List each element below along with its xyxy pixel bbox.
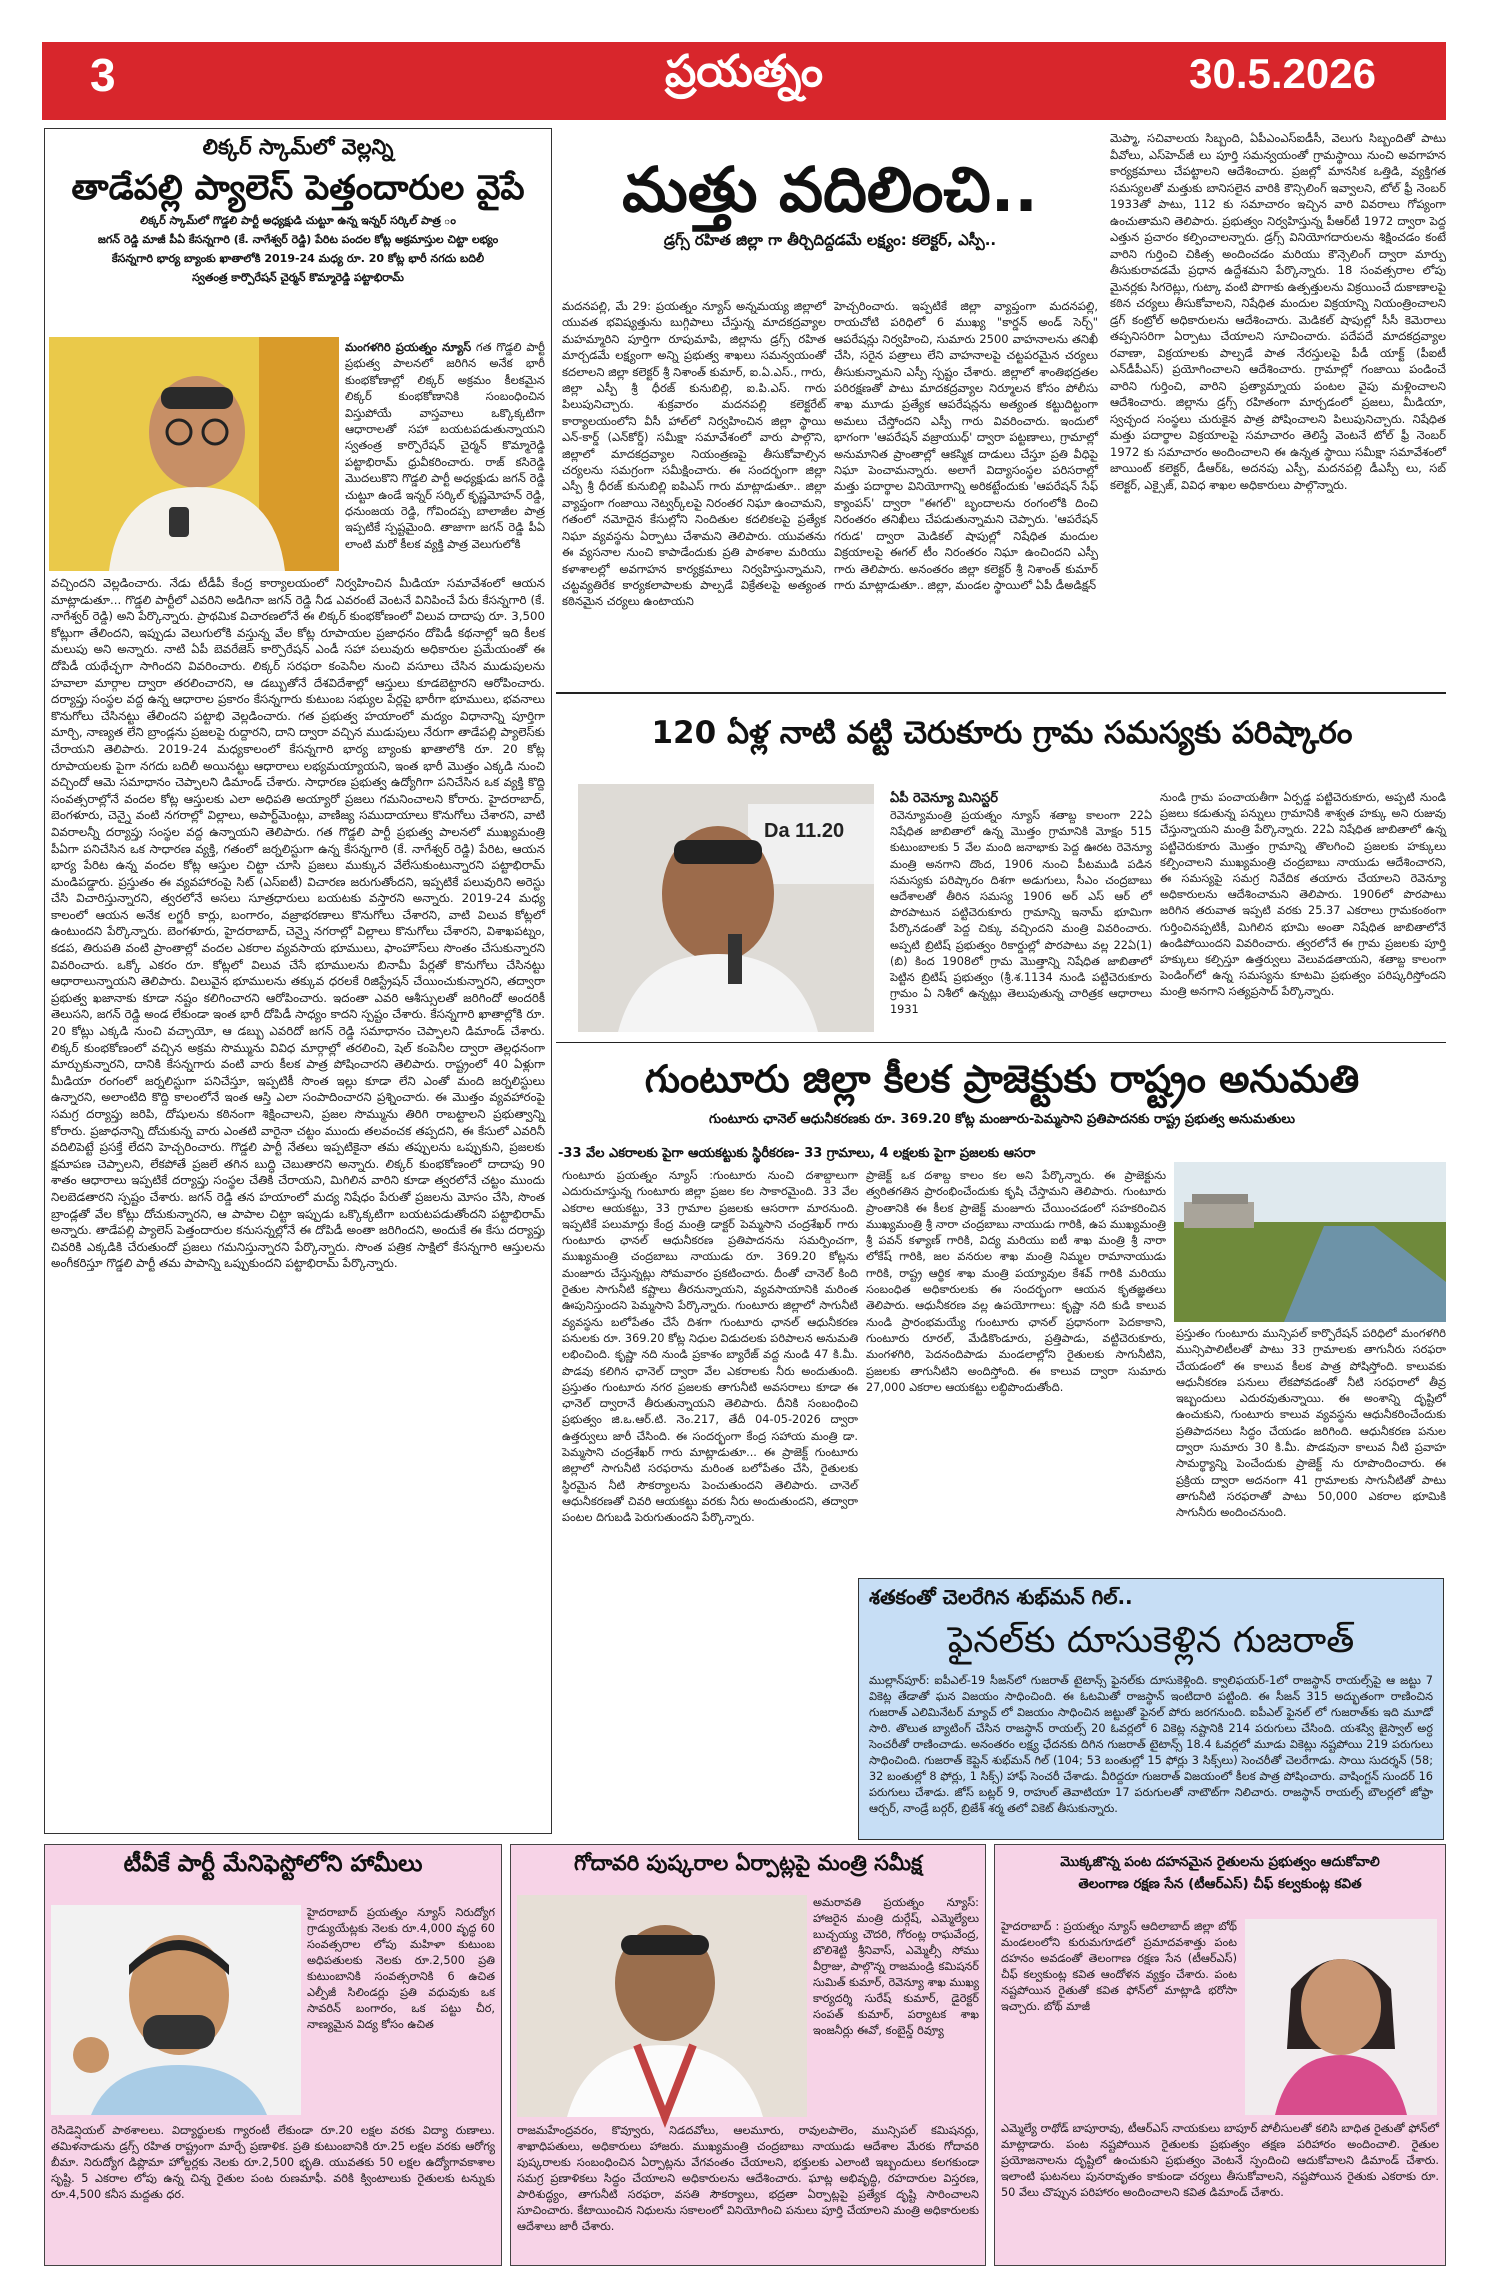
minister-photo (578, 784, 874, 1032)
guntur-sub: గుంటూరు ఛానెల్ ఆధునీకరణకు రూ. 369.20 కోట్ల మంజూరు-పెమ్మసాని ప్రతిపాదనకు రాష్ట్ర ప్రభుత్వ అనుమతులు (709, 1112, 1295, 1127)
drugs-col-3: మెప్మా, సచివాలయ సిబ్బంది, ఏపీఎంఎస్ఐడీసీ, వెలుగు సిబ్బందితో పాటు వీవోలు, ఎస్‌హెచ్‌జీ లు పూర్తి సమన్వయంతో గ్రామస్థాయి నుంచి అవగాహన కార్యక్రమాలు చేపట్టాలని ఆదేశించారు. ప్రజల్లో మానసిక ఒత్తిడి, వ్యక్తిగత సమస్యలతో మత్తుకు బానిసలైన వారికి కౌన్సిలింగ్ ఇవ్వాలని, టోల్ ఫ్రీ నెంబర్ 1933తో పాటు, 112 కు సమాచారం ఇచ్చిన వారి వివరాలు గోప్యంగా ఉంచుతామని తెలిపారు. ప్రభుత్వం నిర్వహిస్తున్న పీఆర్‌టీ 1972 ద్వారా పెద్ద ఎత్తున ప్రచారం కల్పించాలన్నారు. డ్రగ్స్ వినియోగదారులను శిక్షించడం కంటే వారిని గుర్తించి చికిత్స అందించడం మరియు కౌన్సెలింగ్ ద్వారా మార్పు తీసుకురావడమే ప్రధాన ఉద్దేశమని పేర్కొన్నారు. 18 సంవత్సరాల లోపు మైనర్లకు సిగరెట్లు, గుట్కా వంటి పొగాకు ఉత్పత్తులను విక్రయించే దుకాణాలపై కఠిన చర్యలు తీసుకోవాలని, నిషేధిత మందుల విక్రయాన్ని నియంత్రించాలని డ్రగ్ కంట్రోల్ అధికారులను ఆదేశించారు. మెడికల్ షాపుల్లో సీసీ కెమెరాలు తప్పనిసరిగా ఏర్పాటు చేయాలని సూచించారు. పదేపదే మాదకద్రవ్యాల రవాణా, విక్రయాలకు పాల్పడే పాత నేరస్తులపై పీడీ యాక్ట్ (పీఐటీ ఎన్‌డీపీఎస్) ప్రయోగించాలని ఆదేశించారు. గ్రామాల్లో గంజాయి పండించే వారిని గుర్తించి, వారిని ప్రత్యామ్నాయ పంటల వైపు మళ్లించాలని ఆదేశించారు. జిల్లాను డ్రగ్స్ రహితంగా మార్చడంలో ప్రజలు, మీడియా, స్వచ్ఛంద సంస్థలు చురుకైన పాత్ర పోషించాలని పిలుపునిచ్చారు. నిషేధిత మత్తు పదార్థాల విక్రయాలపై సమాచారం తెలిస్తే వెంటనే టోల్ ఫ్రీ నెంబర్ 1972 కు సమాచారం అందించాలని ఈ ఉన్నత స్థాయి సమీక్షా సమావేశంలో జాయింట్ కలెక్టర్, డీఆర్‌ఓ, అదనపు ఎస్పీ, మదనపల్లి డీఎస్పీ లు, సబ్ కలెక్టర్, ఎక్సైజ్, వివిధ శాఖల అధికారులు పాల్గొన్నారు. (1110, 131, 1450, 492)
liquor-body: వచ్చిందని వెల్లడించారు. నేడు టీడీపీ కేంద్ర కార్యాలయంలో నిర్వహించిన మీడియా సమావేశంలో ఆయన మాట్లాడుతూ... గొడ్డలి పార్టీలో ఎవరిని అడిగినా జగన్ రెడ్డి నీడ ఎవరంటే వెంటనే వినిపించే పేరు కేసన్నగారి (కే. నాగేశ్వర్ రెడ్డి) అని పేర్కొన్నారు. ప్రాథమిక విచారణలోనే ఈ లిక్కర్ కుంభకోణంలో విలువ దాదాపు రూ. 3,500 కోట్లుగా తేలిందని, ఇప్పుడు వెలుగులోకి వస్తున్న వేల కోట్ల రూపాయల ప్రజాధనం దోపిడీ కథనాల్లో ఇది కీలక మలుపు అని అన్నారు. నాటి ఏపీ బెవరేజెస్ కార్పొరేషన్ ఎండీ సహా పలువురు అధికారుల ప్రమేయంతో ఈ దోపిడీ యథేచ్ఛగా సాగిందని వివరించారు. లిక్కర్ సరఫరా కంపెనీల నుంచి వసూలు చేసిన ముడుపులను హవాలా మార్గాల ద్వారా తరలించారని, ఆ డబ్బుతోనే దేశవిదేశాల్లో ఆస్తులు కూడబెట్టారని ఆరోపించారు. దర్యాప్తు సంస్థల వద్ద ఉన్న ఆధారాల ప్రకారం కేసన్నగారు కుటుంబ సభ్యుల పేర్లపై భారీగా భూములు, భవనాలు కొనుగోలు చేసినట్టు తేలిందని పట్టాభి వెల్లడించారు. గత ప్రభుత్వ హయాంలో మద్యం విధానాన్ని పూర్తిగా మార్చి, నాణ్యత లేని బ్రాండ్లను ప్రజలపై రుద్దారని, దాని ద్వారా వచ్చిన ముడుపులు నేరుగా తాడేపల్లి ప్యాలెస్‌కు చేరాయని తెలిపారు. 2019-24 మధ్యకాలంలో కేసన్నగారి భార్య బ్యాంకు ఖాతాలోకి రూ. 20 కోట్ల రూపాయలకు పైగా నగదు బదిలీ అయినట్టు ఆధారాలు లభ్యమయ్యాయని, ఇంత భారీ మొత్తం ఎక్కడి నుంచి వచ్చిందో ఆమె సమాధానం చెప్పాలని డిమాండ్ చేశారు. సాధారణ ప్రభుత్వ ఉద్యోగిగా పనిచేసిన ఒక వ్యక్తి కొద్ది సంవత్సరాల్లోనే వందల కోట్ల ఆస్తులకు ఎలా అధిపతి అయ్యారో ప్రజలు గమనించాలని కోరారు. హైదరాబాద్, బెంగళూరు, చెన్నై వంటి నగరాల్లో విల్లాలు, అపార్ట్‌మెంట్లు, వాణిజ్య సముదాయాలు కొనుగోలు చేశారని, వాటి వివరాలన్నీ దర్యాప్తు సంస్థల వద్ద ఉన్నాయని తెలిపారు. గత గొడ్డలి పార్టీ ప్రభుత్వ పాలనలో ముఖ్యమంత్రి పీఏగా పనిచేసిన ఒక సాధారణ వ్యక్తి, గతంలో జర్నలిస్టుగా ఉన్న కేసన్నగారి (కే. నాగేశ్వర్ రెడ్డి) పేరిట, ఆయన భార్య పేరిట ఉన్న వందల కోట్ల ఆస్తుల చిట్టా చూసి ప్రజలు ముక్కున వేలేసుకుంటున్నారని పట్టాభిరామ్ మండిపడ్డారు. ప్రస్తుతం ఈ వ్యవహారంపై సిట్ (ఎస్ఐటీ) విచారణ జరుగుతోందని, ఇప్పటికే పలువురిని అరెస్టు చేసి విచారిస్తున్నారని, త్వరలోనే అసలు సూత్రధారులు బయటకు వస్తారని అన్నారు. 2019-24 మధ్య కాలంలో ఆయన అనేక లగ్జరీ కార్లు, బంగారం, వజ్రాభరణాలు కొనుగోలు చేశారని, వాటి విలువ కోట్లలో ఉంటుందని పేర్కొన్నారు. బెంగళూరు, హైదరాబాద్, చెన్నై నగరాల్లో విల్లాలు కొనుగోలు చేశారని, విశాఖపట్నం, కడప, తిరుపతి వంటి ప్రాంతాల్లో వందల ఎకరాల వ్యవసాయ భూములు, ఫాంహౌస్‌లు సొంతం చేసుకున్నారని వివరించారు. ఒక్కో ఎకరం రూ. కోట్లలో విలువ చేసే భూములను బినామీ పేర్లతో కొనుగోలు చేసినట్టు ఆధారాలున్నాయని తెలిపారు. విలువైన భూములను తక్కువ ధరలకే రిజిస్ట్రేషన్ చేయించుకున్నారని, తద్వారా ప్రభుత్వ ఖజానాకు కూడా నష్టం కలిగించారని ఆరోపించారు. ఇదంతా ఎవరి ఆశీస్సులతో జరిగిందో అందరికీ తెలుసని, జగన్ రెడ్డి అండ లేకుండా ఇంత భారీ దోపిడీ సాధ్యం కాదని స్పష్టం చేశారు. కేసన్నగారి ఖాతాల్లోకి రూ. 20 కోట్లు ఎక్కడి నుంచి వచ్చాయో, ఆ డబ్బు ఎవరిదో జగన్ రెడ్డి సమాధానం చెప్పాలని డిమాండ్ చేశారు. లిక్కర్ కుంభకోణంలో వచ్చిన అక్రమ సొమ్మును వివిధ మార్గాల్లో తరలించి, షెల్ కంపెనీల ద్వారా తెల్లధనంగా మార్చుకున్నారని, దానికి కేసన్నగారు వంటి వారు కీలక పాత్ర పోషించారని తెలిపారు. రాష్ట్రంలో 40 ఏళ్లుగా మీడియా రంగంలో జర్నలిస్టుగా పనిచేస్తూ, ఇప్పటికీ సొంత ఇల్లు కూడా లేని ఎంతో మంది జర్నలిస్టులు ఉన్నారని, అలాంటిది కొద్ది కాలంలోనే ఇంత ఆస్తి ఎలా సంపాదించారని ప్రశ్నించారు. ఈ మొత్తం వ్యవహారంపై సమగ్ర దర్యాప్తు జరిపి, దోషులను కఠినంగా శిక్షించాలని, ప్రజల సొమ్మును తిరిగి రాబట్టాలని ప్రభుత్వాన్ని కోరారు. ప్రజాధనాన్ని దోచుకున్న వారు ఎంతటి వారైనా చట్టం ముందు తలవంచక తప్పదని, ఈ కేసులో ఎవరినీ వదిలిపెట్టే ప్రసక్తే లేదని హెచ్చరించారు. గొడ్డలి పార్టీ నేతలు ఇప్పటికైనా తమ తప్పులను ఒప్పుకుని, ప్రజలకు క్షమాపణ చెప్పాలని, లేకపోతే ప్రజలే తగిన బుద్ధి చెబుతారని అన్నారు. లిక్కర్ కుంభకోణంలో దాదాపు 90 శాతం ఆధారాలు ఇప్పటికే దర్యాప్తు సంస్థల చేతికి చేరాయని, మిగిలిన వారిని కూడా త్వరలోనే చట్టం ముందు నిలబెడతారని స్పష్టం చేశారు. జగన్ రెడ్డి తన హయాంలో మద్య నిషేధం పేరుతో ప్రజలను మోసం చేసి, సొంత బ్రాండ్లతో వేల కోట్లు దోచుకున్నారని, ఆ పాపాల చిట్టా ఇప్పుడు ఒక్కొక్కటిగా బయటపడుతోందని పట్టాభిరామ్ అన్నారు. తాడేపల్లి ప్యాలెస్ పెత్తందారుల కనుసన్నల్లోనే ఈ దోపిడీ అంతా జరిగిందని, అందుకే ఈ కేసు దర్యాప్తు చివరికి ఎక్కడికి చేరుతుందో ప్రజలు గమనిస్తున్నారని పేర్కొన్నారు. సొంత పత్రిక సాక్షిలో కేసన్నగారి ఆస్తులను అంగీకరిస్తూ గొడ్డలి పార్టీ తమ పాపాన్ని ఒప్పుకుందని పట్టాభిరామ్ పేర్కొన్నారు. (51, 576, 549, 1271)
kavitha-body: ఎమ్మెల్యే రాథోడ్ బాపూరావు, టీఆర్ఎస్ నాయకులు బాపూర్ పోలీసులతో కలిసి బాధిత రైతుతో ఫోన్‌లో మాట్లాడారు. పంట నష్టపోయిన రైతులకు ప్రభుత్వం తక్షణ పరిహారం అందించాలి. రైతుల ప్రయోజనాలను దృష్టిలో ఉంచుకుని ప్రభుత్వం వెంటనే స్పందించి ఆదుకోవాలని డిమాండ్ చేశారు. ఇలాంటి ఘటనలు పునరావృతం కాకుండా చర్యలు తీసుకోవాలని, నష్టపోయిన రైతుకు ఎకరాకు రూ. 50 వేలు చొప్పున పరిహారం అందించాలని కవిత డిమాండ్ చేశారు. (1001, 2122, 1443, 2199)
tvk-body-right: హైదరాబాద్ ప్రయత్నం న్యూస్ నిరుద్యోగ గ్రాడ్యుయేట్లకు నెలకు రూ.4,000 వృద్ధ 60 సంవత్సరాల లోపు మహిళా కుటుంబ అధిపతులకు నెలకు రూ.2,500 ప్రతి కుటుంబానికి సంవత్సరానికి 6 ఉచిత ఎల్పీజీ సిలిండర్లు ప్రతి వధువుకు ఒక సావరిన్ బంగారం, ఒక పట్టు చీర, నాణ్యమైన విద్య కోసం ఉచిత (307, 1906, 499, 2031)
vijay-illustration (51, 1905, 301, 2115)
liquor-sub-2: జగన్ రెడ్డి మాజీ పీఏ కేసన్నగారి (కే. నాగేశ్వర్ రెడ్డి) పేరిట పందల కోట్ల అక్రమాస్తుల చిట్టా లభ్యం (97, 233, 499, 246)
speaker-illustration (49, 337, 339, 571)
guntur-col-2: ప్రాజెక్ట్ ఒక దశాబ్ద కాలం కల అని పేర్కొన్నారు. ఈ ప్రాజెక్టును త్వరితగతిన ప్రారంభించేందుకు కృషి చేస్తామని తెలిపారు. గుంటూరు ప్రాంతానికి ఈ కీలక ప్రాజెక్ట్ మంజూరు చేయించడంలో సహకరించిన ముఖ్యమంత్రి శ్రీ నారా చంద్రబాబు నాయుడు గారికి, ఉప ముఖ్యమంత్రి శ్రీ పవన్ కళ్యాణ్ గారికి, విద్య మరియు ఐటీ శాఖ మంత్రి శ్రీ నారా లోకేష్ గారికి, జల వనరుల శాఖ మంత్రి నిమ్మల రామానాయుడు గారికి, రాష్ట్ర ఆర్థిక శాఖ మంత్రి పయ్యావుల కేశవ్ గారికి మరియు సంబంధిత అధికారులకు ఈ సందర్భంగా ఆయన కృతజ్ఞతలు తెలిపారు. ఆధునీకరణ వల్ల ఉపయోగాలు: కృష్ణా నది కుడి కాలువ నుండి ప్రారంభమయ్యే గుంటూరు ఛానల్ ప్రధానంగా పెదకాకాని, గుంటూరు రూరల్, మేడికొండూరు, ప్రత్తిపాడు, వట్టిచెరుకూరు, మంగళగిరి, పెదనందిపాడు మండలాల్లోని రైతులకు సాగునీటిని, ప్రజలకు తాగునీటిని అందిస్తోంది. ఈ కాలువ ద్వారా సుమారు 27,000 ఎకరాల ఆయకట్టు లబ్ధిపొందుతోంది. (866, 1169, 1170, 1394)
minister-durgesh-photo (517, 1895, 807, 2117)
cricket-article (858, 1578, 1444, 1840)
tvk-headline: టీవీకే పార్టీ మేనిఫెస్టోలోని హామీలు (123, 1851, 423, 1877)
liquor-body-right: గత గొడ్డలి పార్టీ ప్రభుత్వ పాలనలో జరిగిన అనేక భారీ కుంభకోణాల్లో లిక్కర్ అక్రమం కీలకమైన లిక్కర్ కుంభకోణానికి సంబంధించిన విస్తుపోయే వాస్తవాలు ఒక్కొక్కటిగా ఆధారాలతో సహా బయటపడుతున్నాయని స్వతంత్ర కార్పొరేషన్ చైర్మన్ కొమ్మారెడ్డి పట్టాభిరామ్ ధ్రువీకరించారు. రాజ్ కసిరెడ్డి మొదలుకొని గొడ్డలి పార్టీ అధ్యక్షుడు జగన్ రెడ్డి చుట్టూ ఉండే ఇన్నర్ సర్కిల్ కృష్ణమోహన్ రెడ్డి, ధనుంజయ రెడ్డి, గోవిందప్ప బాలాజీల పాత్ర ఇప్పటికే స్పష్టమైంది. తాజాగా జగన్ రెడ్డి పీఏ లాంటి మరో కీలక వ్యక్తి పాత్ర వెలుగులోకి (345, 340, 549, 551)
liquor-sub-3: కేసన్నగారి భార్య బ్యాంకు ఖాతాలోకి 2019-24 మధ్య రూ. 20 కోట్ల భారీ నగదు బదిలీ (111, 252, 485, 265)
chirukuru-col-1: రెవెన్యూమంత్రి ప్రయత్నం న్యూస్ శతాబ్ద కాలంగా 22ఏ నిషేధిత జాబితాలో ఉన్న మొత్తం గ్రామానికి మోక్షం 515 కుటుంబాలకు 5 వేల మంది జనాభాకు పెద్ద ఊరట రెవెన్యూ మంత్రి అనగాని దొంద, 1906 నుంచి పీటముడి పడిన సమస్యకు పరిష్కారం దిశగా అడుగులు, సీఎం చంద్రబాబు ఆదేశాలతో తీరిన సమస్య 1906 అర్ ఎస్ ఆర్ లో పొరపాటున పట్టిచెరుకూరు గ్రామాన్ని ఇనామ్ భూమిగా పేర్కొనడంతో పెద్ద చిక్కు వచ్చిందని మంత్రి వివరించారు. అప్పటి బ్రిటిష్ ప్రభుత్వం రికార్డుల్లో పొరపాటు వల్ల 22ఏ(1)(బి) కింద 1908లో గ్రామ మొత్తాన్ని నిషేధిత జాబితాలో పెట్టిన బ్రిటిష్ ప్రభుత్వం (శ్రీ.శ.1134 నుండి పట్టిచెరుకూరు గ్రామం ఏ నిశీలో ఉన్నట్లు తెలుపుతున్న చారిత్రక ఆధారాలు 1931 (890, 809, 1156, 1017)
liquor-article (44, 128, 552, 1834)
tvk-article (44, 1844, 502, 2266)
vijay-photo (51, 1905, 301, 2115)
cricket-body: ముల్లాన్‌పూర్: ఐపీఎల్-19 సీజన్‌లో గుజరాత్ టైటాన్స్ ఫైనల్‌కు దూసుకెళ్లింది. క్వాలిఫయర్-1లో రాజస్థాన్ రాయల్స్‌పై ఆ జట్టు 7 వికెట్ల తేడాతో ఘన విజయం సాధించింది. ఈ ఓటమితో రాజస్థాన్ ఇంటిదారి పట్టింది. ఈ సీజన్ 315 అద్భుతంగా రాణించిన గుజరాత్ ఎలిమినేటర్ మ్యాచ్ లో విజయం సాధించిన జట్టుతో ఫైనల్ పోరు జరగనుంది. ఐపీఎల్ ఫైనల్ లో గుజరాత్‌కు ఇది మూడో సారి. తొలుత బ్యాటింగ్ చేసిన రాజస్థాన్ రాయల్స్ 20 ఓవర్లలో 6 వికెట్ల నష్టానికి 214 పరుగులు చేసింది. యశస్వి జైస్వాల్ అర్ధ సెంచరీతో రాణించాడు. అనంతరం లక్ష్య ఛేదనకు దిగిన గుజరాత్ టైటాన్స్ 18.4 ఓవర్లలో మూడు వికెట్లు నష్టపోయి 219 పరుగులు సాధించింది. గుజరాత్ కెప్టెన్ శుభ్‌మన్ గిల్ (104; 53 బంతుల్లో 15 ఫోర్లు 3 సిక్స్‌లు) సెంచరీతో చెలరేగాడు. సాయి సుదర్శన్ (58; 32 బంతుల్లో 8 ఫోర్లు, 1 సిక్స్) హాఫ్ సెంచరీ చేశాడు. వీరిద్దరూ గుజరాత్ విజయంలో కీలక పాత్ర పోషించారు. వాషింగ్టన్ సుందర్ 16 పరుగులు చేశాడు. జోస్ బట్లర్ 9, రాహుల్ తెవాటియా 17 పరుగులతో నాటౌట్‌గా నిలిచారు. రాజస్థాన్ రాయల్స్ బౌలర్లలో జోఫ్రా ఆర్చర్, నాండ్రే బర్గర్, బ్రిజేశ్ శర్మ తలో వికెట్ తీసుకున్నారు. (869, 1674, 1437, 1815)
godavari-headline: గోదావరి పుష్కరాల ఏర్పాట్లపై మంత్రి సమీక్ష (573, 1851, 923, 1875)
tvk-body: రెసిడెన్షియల్ పాఠశాలలు. విద్యార్థులకు గ్యారంటీ లేకుండా రూ.20 లక్షల వరకు విద్యా రుణాలు. తమిళనాడును డ్రగ్స్ రహిత రాష్ట్రంగా మార్చే ప్రణాళిక. ప్రతి కుటుంబానికి రూ.25 లక్షల వరకు ఆరోగ్య బీమా. నిరుద్యోగ డిప్లొమా హోల్డర్లకు నెలకు రూ.2,500 భృతి. యువతకు 50 లక్షల ఉద్యోగావకాశాల సృష్టి. 5 ఎకరాల లోపు ఉన్న చిన్న రైతుల పంట రుణమాఫీ. వరికి క్వింటాలుకు రైతులకు టన్నుకు రూ.4,500 కనీస మద్దతు ధర. (51, 2124, 499, 2201)
divider (556, 692, 1446, 694)
drugs-headline: మత్తు వదిలించి.. (622, 153, 1038, 226)
guntur-col-3: ప్రస్తుతం గుంటూరు మున్సిపల్ కార్పొరేషన్ పరిధిలో మంగళగిరి మున్సిపాలిటీలతో పాటు 33 గ్రామాలకు తాగునీరు సరఫరా చేయడంలో ఈ కాలువ కీలక పాత్ర పోషిస్తోంది. కాలువకు ఆధునీకరణ పనులు లేకపోవడంతో నీటి సరఫరాలో తీవ్ర ఇబ్బందులు ఎదురవుతున్నాయి. ఈ అంశాన్ని దృష్టిలో ఉంచుకుని, గుంటూరు కాలువ వ్యవస్థను ఆధునీకరించేందుకు ప్రతిపాదనలు సిద్ధం చేయడం జరిగింది. ఆధునీకరణ పనుల ద్వారా సుమారు 30 కి.మీ. పొడవునా కాలువ నీటి ప్రవాహ సామర్థ్యాన్ని పెంచేందుకు ప్రాజెక్ట్ ను రూపొందించారు. ఈ ప్రక్రియ ద్వారా అదనంగా 41 గ్రామాలకు సాగునీటితో పాటు తాగునీటి సరఫరాతో పాటు 50,000 ఎకరాల భూమికి సాగునీరు అందించనుంది. (1176, 1327, 1450, 1520)
drugs-col-1: మదనపల్లి, మే 29: ప్రయత్నం న్యూస్ అన్నమయ్య జిల్లాలో యువత భవిష్యత్తును బుగ్గిపాలు చేస్తున్న మాదకద్రవ్యాల మహమ్మారిని పూర్తిగా రూపుమాపి, జిల్లాను డ్రగ్స్ రహిత మార్చడమే లక్ష్యంగా అన్ని ప్రభుత్వ శాఖలు సమన్వయంతో కదలాలని జిల్లా కలెక్టర్ శ్రీ నిశాంత్ కుమార్, ఐ.ఏ.ఎస్., గారు, జిల్లా ఎస్పీ శ్రీ ధీరజ్ కునుబిల్లి, ఐ.పి.ఎస్. గారు పిలుపునిచ్చారు. శుక్రవారం మదనపల్లి కలెక్టరేట్ కార్యాలయంలోని వీసీ హాల్‌లో నిర్వహించిన జిల్లా స్థాయి ఎన్‌-కార్డ్ (ఎన్‌కోర్డ్) సమీక్షా సమావేశంలో వారు పాల్గొని, జిల్లాలో మాదకద్రవ్యాల నియంత్రణపై తీసుకోవాల్సిన చర్యలను సమగ్రంగా సమీక్షించారు. ఈ సందర్భంగా జిల్లా ఎస్పీ శ్రీ ధీరజ్ కునుబిల్లి ఐపిఎస్ గారు మాట్లాడుతూ.. జిల్లా వ్యాప్తంగా గంజాయి నెట్వర్క్‌లపై నిరంతర నిఘా ఉంచామని, గతంలో నమోదైన కేసుల్లోని నిందితుల కదలికలపై ప్రత్యేక నిఘా వ్యవస్థను ఏర్పాటు చేశామని తెలిపారు. యువతను ఈ వ్యసనాల నుంచి కాపాడేందుకు ప్రతి పాఠశాల మరియు కళాశాలల్లో అవగాహన కార్యక్రమాలు నిర్వహిస్తున్నామని, చట్టవ్యతిరేక కార్యకలాపాలకు పాల్పడే విక్రేతలపై అత్యంత కఠినమైన చర్యలు ఉంటాయని (562, 299, 830, 609)
guntur-col-1: గుంటూరు ప్రయత్నం న్యూస్ :గుంటూరు నుంచి దశాబ్దాలుగా ఎదురుచూస్తున్న గుంటూరు జిల్లా ప్రజల కల సాకారమైంది. 33 వేల ఎకరాల ఆయకట్టు, 33 గ్రామాల ప్రజలకు ఆసరాగా మారనుంది. ఇప్పటికే పలుమార్లు కేంద్ర మంత్రి డాక్టర్ పెమ్మసాని చంద్రశేఖర్ గారు గుంటూరు ఛానల్ ఆధునీకరణ ప్రతిపాదనను సమర్పించగా, ముఖ్యమంత్రి చంద్రబాబు నాయుడు రూ. 369.20 కోట్లను మంజూరు చేస్తున్నట్లు సోమవారం ప్రకటించారు. దీంతో చానెల్ కింది రైతుల సాగునీటి కష్టాలు తీరనున్నాయని, వ్యవసాయానికి మరింత ఊపునిస్తుందని పెమ్మసాని పేర్కొన్నారు. గుంటూరు జిల్లాలో సాగునీటి వ్యవస్థను బలోపేతం చేసే దిశగా గుంటూరు ఛానల్ ఆధునీకరణ పనులకు రూ. 369.20 కోట్ల నిధుల విడుదలకు పరిపాలన అనుమతి లభించింది. కృష్ణా నది నుండి ప్రకాశం బ్యారేజ్ వద్ద నుండి 47 కి.మీ. పొడవు కలిగిన ఛానెల్ ద్వారా వేల ఎకరాలకు నీరు అందుతుంది. ప్రస్తుతం గుంటూరు నగర ప్రజలకు తాగునీటి అవసరాలు కూడా ఈ ఛానెల్ ద్వారానే తీరుతున్నాయని తెలిపారు. దీనికి సంబంధించి ప్రభుత్వం జి.ఒ.ఆర్.టి. నెం.217, తేదీ 04-05-2026 ద్వారా ఉత్తర్వులు జారీ చేసింది. ఈ సందర్భంగా కేంద్ర సహాయ మంత్రి డా. పెమ్మసాని చంద్రశేఖర్ గారు మాట్లాడుతూ... ఈ ప్రాజెక్ట్ గుంటూరు జిల్లాలో సాగునీటి సరఫరాను మరింత బలోపేతం చేసి, రైతులకు స్థిరమైన నీటి సౌకర్యాలను పెంచుతుందని తెలిపారు. చానెల్ ఆధునీకరణతో చివరి ఆయకట్టు వరకు నీరు అందుతుందని, తద్వారా పంటల దిగుబడి పెరుగుతుందని పేర్కొన్నారు. (562, 1169, 862, 1525)
photo-banner-text: Da 11.20 (764, 820, 845, 842)
kavitha-headline-1: మొక్కజొన్న పంట దహనమైన రైతులను ప్రభుత్వం ఆదుకోవాలి (1060, 1854, 1380, 1870)
kavitha-headline-2: తెలంగాణ రక్షణ సేన (టీఆర్ఎస్) చీఫ్ కల్వకుంట్ల కవిత (1078, 1876, 1362, 1892)
guntur-headline: గుంటూరు జిల్లా కీలక ప్రాజెక్టుకు రాష్ట్రం అనుమతి (644, 1057, 1360, 1101)
liquor-byline: మంగళగిరి ప్రయత్నం న్యూస్ (345, 340, 472, 354)
drugs-col-2: హెచ్చరించారు. ఇప్పటికే జిల్లా వ్యాప్తంగా మదనపల్లి, రాయచోటి పరిధిలో 6 ముఖ్య "కార్డన్ అండ్ సెర్చ్" ఆపరేషన్లు నిర్వహించి, సుమారు 2500 వాహనాలను తనిఖీ చేసి, సరైన పత్రాలు లేని వాహనాలపై చట్టపరమైన చర్యలు తీసుకున్నామని ఎస్పీ స్పష్టం చేశారు. జిల్లాలో శాంతిభద్రతల పరిరక్షణతో పాటు మాదకద్రవ్యాల నిర్మూలన కోసం పోలీసు శాఖ మూడు ప్రత్యేక ఆపరేషన్లను అత్యంత కట్టుదిట్టంగా అమలు చేస్తోందని ఎస్పీ గారు వివరించారు. ఇందులో భాగంగా 'ఆపరేషన్ వజ్రాయుధ్' ద్వారా పట్టణాలు, గ్రామాల్లో అనుమానిత ప్రాంతాల్లో ఆకస్మిక దాడులు చేస్తూ ప్రతి వీధిపై నిఘా పెంచామన్నారు. అలాగే విద్యాసంస్థల పరిసరాల్లో మత్తు పదార్థాల వినియోగాన్ని అరికట్టేందుకు 'ఆపరేషన్ సేఫ్ క్యాంపస్' ద్వారా "ఈగల్" బృందాలను రంగంలోకి దించి నిరంతరం తనిఖీలు చేపడుతున్నామని చెప్పారు. 'ఆపరేషన్ గరుడ' ద్వారా మెడికల్ షాపుల్లో నిషేధిత మందుల విక్రయాలపై ఈగల్ టీం నిరంతరం నిఘా ఉంచిందని ఎస్పీ గారు తెలిపారు. అనంతరం జిల్లా కలెక్టర్ శ్రీ నిశాంత్ కుమార్ గారు మాట్లాడుతూ.. జిల్లా, మండల స్థాయిలో ఏపీ డీఅడిక్షన్ (834, 299, 1102, 592)
masthead (42, 42, 1446, 120)
minister-durgesh-illustration (517, 1895, 807, 2117)
canal-photo (1174, 1162, 1446, 1322)
kavitha-photo (1245, 1919, 1437, 2115)
godavari-body: రాజమహేంద్రవరం, కొవ్వూరు, నిడదవోలు, ఆలమూరు, రావులపాలెం, మున్సిపల్ కమిషనర్లు, శాఖాధిపతులు, అధికారులు హాజరు. ముఖ్యమంత్రి చంద్రబాబు నాయుడు ఆదేశాల మేరకు గోదావరి పుష్కరాలకు సంబంధించిన ఏర్పాట్లను వేగవంతం చేయాలని, భక్తులకు ఎలాంటి ఇబ్బందులు కలగకుండా సమగ్ర ప్రణాళికలు సిద్ధం చేయాలని అధికారులను ఆదేశించారు. ఘాట్ల అభివృద్ధి, రహదారుల విస్తరణ, పారిశుద్ధ్యం, తాగునీటి సరఫరా, వసతి సౌకర్యాలు, భద్రతా ఏర్పాట్లపై ప్రత్యేక దృష్టి సారించాలని సూచించారు. కేటాయించిన నిధులను సకాలంలో వినియోగించి పనులు పూర్తి చేయాలని మంత్రి అధికారులకు ఆదేశాలు జారీ చేశారు. (517, 2124, 983, 2233)
newspaper-title: ప్రయత్నం (664, 46, 824, 97)
godavari-body-right: అమరావతి ప్రయత్నం న్యూస్: హాజరైన మంత్రి దుర్గేష్, ఎమ్మెల్యేలు బుచ్చయ్య చౌదరి, గోరంట్ల రాఘవేంద్ర, బొలిశెట్టి శ్రీనివాస్, ఎమ్మెల్సీ సోము వీర్రాజు, పాల్గొన్న రాజమండ్రి కమిషనర్ సుమిత్ కుమార్, రెవెన్యూ శాఖ ముఖ్య కార్యదర్శి సురేష్ కుమార్, డైరెక్టర్ సంపత్ కుమార్, పర్యాటక శాఖ ఇంజనీర్లు ఈవో, కంబైన్డ్ రివ్యూ (813, 1896, 983, 2037)
kavitha-article (994, 1844, 1446, 2266)
godavari-article (510, 1844, 986, 2266)
drugs-sub: డ్రగ్స్ రహిత జిల్లా గా తీర్చిదిద్దడమే లక్ష్యం: కలెక్టర్, ఎస్పీ.. (663, 231, 997, 249)
kavitha-illustration (1245, 1919, 1437, 2115)
chirukuru-col-2: నుండి గ్రామ పంచాయతీగా ఏర్పడ్డ పట్టిచెరుకూరు, అప్పటి నుండి ప్రజలు కడుతున్న పన్నులు గ్రామానికి శాశ్వత హక్కు అని రుజువు చేస్తున్నాయని మంత్రి పేర్కొన్నారు. 22ఏ నిషేధిత జాబితాలో ఉన్న పట్టిచెరుకూరు మొత్తం గ్రామాన్ని తొలగించి ప్రజలకు హక్కులు కల్పించాలని ముఖ్యమంత్రి చంద్రబాబు నాయుడు ఆదేశించారని, ఈ సమస్యపై సమగ్ర నివేదిక తయారు చేయాలని రెవెన్యూ అధికారులను ఆదేశించామని తెలిపారు. 1906లో పొరపాటు జరిగిన తరువాత ఇప్పటి వరకు 25.37 ఎకరాలు గ్రామకంఠంగా గుర్తించినప్పటికీ, మిగిలిన భూమి అంతా నిషేధిత జాబితాలోనే ఉండిపోయిందని వివరించారు. త్వరలోనే ఈ గ్రామ ప్రజలకు పూర్తి హక్కులు కల్పిస్తూ ఉత్తర్వులు వెలువడతాయని, శతాబ్ద కాలంగా పెండింగ్‌లో ఉన్న సమస్యను కూటమి ప్రభుత్వం పరిష్కరిస్తోందని మంత్రి అనగాని సత్యప్రసాద్ పేర్కొన్నారు. (1160, 791, 1450, 999)
kavitha-body-left: హైదరాబాద్ : ప్రయత్నం న్యూస్ ఆదిలాబాద్ జిల్లా బోథ్ మండలంలోని కురుమగూడలో ప్రమాదవశాత్తు పంట దహనం అవడంతో తెలంగాణ రక్షణ సేన (టీఆర్ఎస్) చీఫ్ కల్వకుంట్ల కవిత ఆందోళన వ్యక్తం చేశారు. పంట నష్టపోయిన రైతుతో కవిత ఫోన్‌లో మాట్లాడి భరోసా ఇచ్చారు. బోథ్ మాజీ (1001, 1920, 1241, 2013)
page-number: 3 (90, 49, 116, 101)
minister-caption: ఏపీ రెవెన్యూ మినిస్టర్ (890, 791, 998, 806)
liquor-sub-1: లిక్కర్ స్కామ్‌లో గొడ్డలి పార్టీ అధ్యక్షుడి చుట్టూ ఉన్న ఇన్నర్ సర్కిల్ పాత్ర ం (140, 214, 456, 227)
liquor-kicker: లిక్కర్ స్కామ్‌లో వెల్లన్ని (202, 135, 394, 159)
divider (556, 1042, 1446, 1043)
pattabhi-photo (49, 337, 339, 571)
drugs-headline-block (560, 150, 1100, 278)
liquor-headline: తాడేపల్లి ప్యాలెస్ పెత్తందారుల వైపే (71, 168, 525, 208)
canal-illustration (1174, 1162, 1446, 1322)
chirukuru-headline: 120 ఏళ్ల నాటి వట్టి చెరుకూరు గ్రామ సమస్యకు పరిష్కారం (651, 715, 1353, 751)
liquor-sub-4: స్వతంత్ర కార్పొరేషన్ చైర్మన్ కొమ్మారెడ్డి పట్టాభిరామ్ (192, 271, 404, 284)
cricket-kicker: శతకంతో చెలరేగిన శుభ్‌మన్ గిల్.. (869, 1585, 1133, 1609)
cricket-headline: ఫైనల్‌కు దూసుకెళ్లిన గుజరాత్ (947, 1620, 1355, 1661)
guntur-sub-2: -33 వేల ఎకరాలకు పైగా ఆయకట్టుకు స్థిరీకరణ- 33 గ్రామాలు, 4 లక్షలకు పైగా ప్రజలకు ఆసరా (558, 1146, 1036, 1161)
issue-date: 30.5.2026 (1189, 50, 1376, 97)
